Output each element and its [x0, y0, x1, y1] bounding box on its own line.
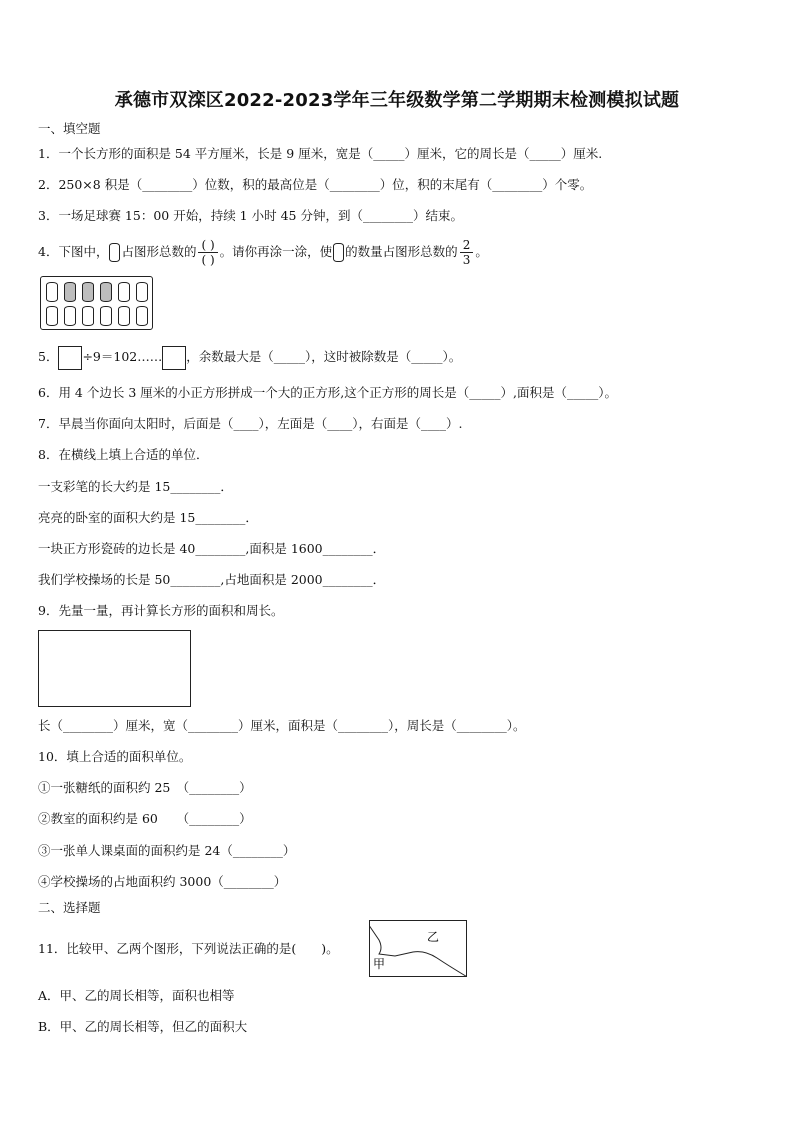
question-1: 1．一个长方形的面积是 54 平方厘米，长是 9 厘米，宽是（_____）厘米，它的周长是（_____）厘米. [38, 146, 603, 161]
cylinder-icon [333, 243, 344, 262]
q5-mid: ÷9＝102…… [82, 349, 163, 364]
question-8: 8．在横线上填上合适的单位． [38, 447, 209, 462]
q5-suffix: ，余数最大是（_____），这时被除数是（_____）。 [186, 349, 462, 364]
q10-item-2: ②教室的面积约是 60 （________） [38, 811, 252, 826]
q11-option-b: B．甲、乙的周长相等，但乙的面积大 [38, 1019, 248, 1034]
q4-fraction-denominator: ( ) [201, 253, 215, 267]
dividend-box [58, 346, 82, 370]
shaded-cylinder-icon [64, 282, 76, 302]
question-10: 10．填上合适的面积单位。 [38, 749, 192, 764]
q11-figure [369, 920, 467, 977]
q11-label-jia: 甲 [373, 957, 386, 971]
q4-fraction-numerator: ( ) [198, 238, 217, 253]
cylinder-icon [118, 306, 130, 326]
q10-item-4: ④学校操场的占地面积约 3000（________） [38, 874, 287, 889]
cylinder-figure [40, 276, 153, 330]
question-6: 6．用 4 个边长 3 厘米的小正方形拼成一个大的正方形,这个正方形的周长是（_____）,面积是（_____）。 [38, 385, 617, 400]
section-choice-title: 二、选择题 [38, 900, 101, 915]
q4-target-denominator: 3 [462, 253, 471, 267]
cylinder-icon [82, 306, 94, 326]
question-2: 2．250×8 积是（________）位数，积的最高位是（________）位，积的末尾有（________）个零。 [38, 177, 593, 192]
q11-option-a: A．甲、乙的周长相等，面积也相等 [38, 988, 235, 1003]
section-fill-in-title: 一、填空题 [38, 121, 101, 136]
q4-part4: 的数量占图形总数的 [345, 244, 458, 259]
cylinder-icon [100, 306, 112, 326]
q8-item-4: 我们学校操场的长是 50________,占地面积是 2000________． [38, 572, 386, 587]
cylinder-icon [46, 306, 58, 326]
question-4 [38, 236, 488, 270]
cylinder-icon [64, 306, 76, 326]
q8-item-2: 亮亮的卧室的面积大约是 15________． [38, 510, 258, 525]
q4-target-fraction [460, 238, 474, 267]
q8-item-3: 一块正方形瓷砖的边长是 40________,面积是 1600________． [38, 541, 386, 556]
page-title: 承德市双滦区2022-2023学年三年级数学第二学期期末检测模拟试题 [114, 90, 680, 111]
q5-prefix: 5． [38, 349, 59, 364]
question-7: 7．早晨当你面向太阳时，后面是（____），左面是（____），右面是（____）. [38, 416, 463, 431]
cylinder-icon [118, 282, 130, 302]
q4-target-numerator: 2 [460, 238, 474, 253]
q10-item-3: ③一张单人课桌面的面积约是 24（________） [38, 843, 296, 858]
measure-rectangle [38, 630, 191, 707]
cylinder-icon [136, 306, 148, 326]
q4-answer-fraction [198, 238, 217, 267]
question-5 [38, 344, 461, 370]
q10-item-1: ①一张糖纸的面积约 25 （________） [38, 780, 252, 795]
q4-prefix: 4．下图中， [38, 244, 109, 259]
shaded-cylinder-icon [82, 282, 94, 302]
q4-part3: 。请你再涂一涂，使 [219, 244, 333, 259]
cylinder-icon [109, 243, 120, 262]
q4-end: 。 [475, 244, 488, 259]
question-9: 9．先量一量，再计算长方形的面积和周长。 [38, 603, 284, 618]
q11-label-yi: 乙 [427, 930, 440, 944]
q8-item-1: 一支彩笔的长大约是 15________． [38, 479, 233, 494]
cylinder-row-top [46, 282, 148, 302]
cylinder-row-bottom [46, 306, 148, 326]
question-3: 3．一场足球赛 15：00 开始，持续 1 小时 45 分钟，到（________）结束。 [38, 208, 463, 223]
q4-part2: 占图形总数的 [121, 244, 197, 259]
cylinder-icon [46, 282, 58, 302]
remainder-box [162, 346, 186, 370]
shaded-cylinder-icon [100, 282, 112, 302]
question-11: 11．比较甲、乙两个图形，下列说法正确的是( )。 [38, 941, 339, 956]
question-9-answer: 长（________）厘米，宽（________）厘米，面积是（________），周长是（________）。 [38, 718, 526, 733]
cylinder-icon [136, 282, 148, 302]
